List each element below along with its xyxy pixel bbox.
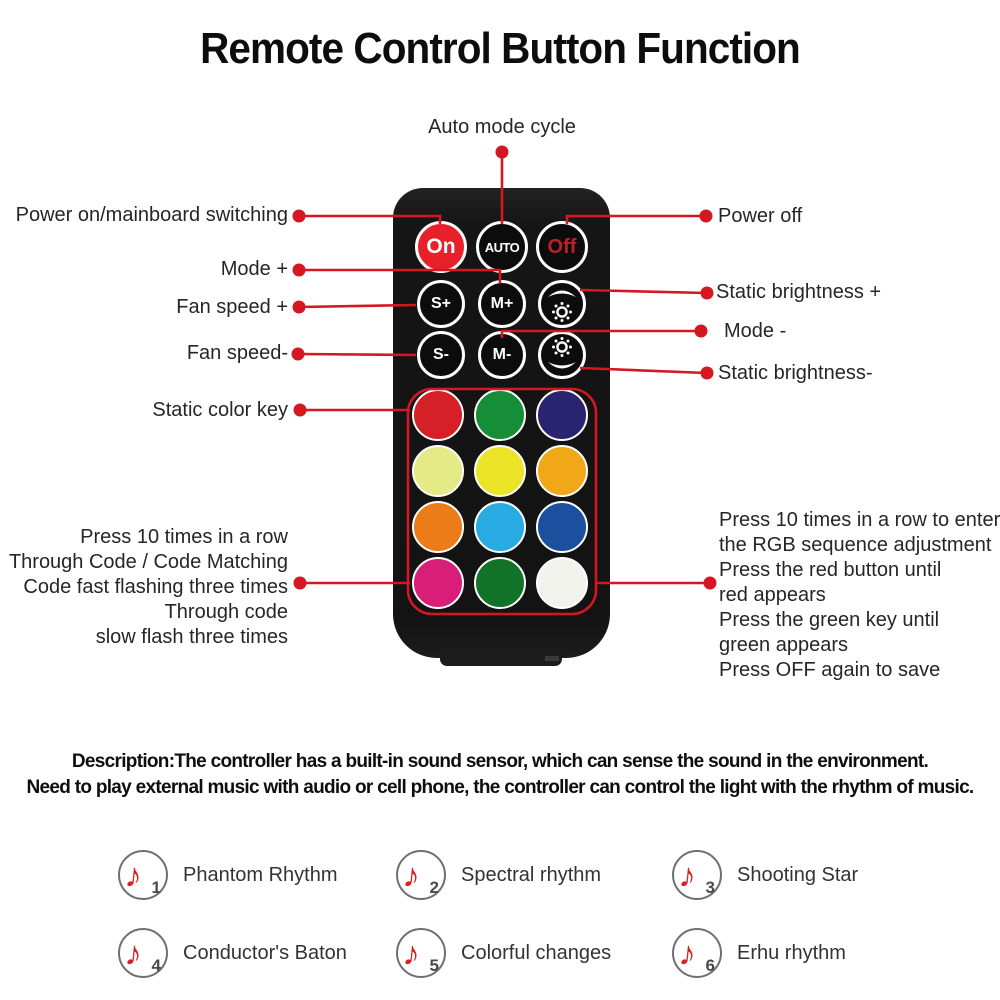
- dot-auto-mode: [496, 146, 509, 159]
- rhythm-number: 4: [151, 956, 161, 975]
- callout-power-off: Power off: [718, 205, 803, 227]
- rhythm-number: 5: [429, 956, 439, 975]
- callout-line: Code fast flashing three times: [23, 576, 288, 598]
- auto-button: AUTO: [476, 221, 528, 273]
- rhythm-item-colorful-changes: [396, 928, 611, 978]
- rhythm-item-erhu: [672, 928, 846, 978]
- color-key-green: [474, 389, 526, 441]
- music-note-icon: ♪ 3: [672, 850, 722, 900]
- callout-line: Press 10 times in a row: [80, 526, 288, 548]
- description: [0, 749, 1000, 801]
- callout-line: the RGB sequence adjustment: [719, 534, 992, 556]
- speed-minus-button: S-: [417, 331, 465, 379]
- callout-static-brightness-plus: Static brightness +: [716, 281, 882, 303]
- callout-line: Through Code / Code Matching: [8, 551, 288, 573]
- dot-code-matching: [294, 577, 307, 590]
- color-key-magenta: [412, 557, 464, 609]
- music-note-icon: ♪ 2: [396, 850, 446, 900]
- brightness-down-button: [538, 331, 586, 379]
- dot-fan-speed-minus: [292, 348, 305, 361]
- music-note-icon: ♪ 6: [672, 928, 722, 978]
- dot-rgb-sequence: [704, 577, 717, 590]
- rhythm-number: 6: [705, 956, 715, 975]
- rhythm-label: Spectral rhythm: [461, 863, 602, 886]
- rhythm-label: Colorful changes: [461, 941, 612, 964]
- color-key-red: [412, 389, 464, 441]
- rhythm-label: Conductor's Baton: [183, 941, 347, 964]
- callout-power-on: Power on/mainboard switching: [15, 204, 288, 226]
- callout-static-brightness-minus: Static brightness-: [718, 362, 873, 384]
- callout-line: slow flash three times: [95, 626, 288, 648]
- color-key-yellow: [474, 445, 526, 497]
- music-note-icon: ♪ 4: [118, 928, 168, 978]
- rhythm-item-spectral: [396, 850, 601, 900]
- mode-minus-button: M-: [478, 331, 526, 379]
- color-key-blue: [536, 501, 588, 553]
- on-button: On: [415, 221, 467, 273]
- callout-line: Press 10 times in a row to enter: [719, 509, 1000, 531]
- page-title: Remote Control Button Function: [200, 24, 800, 73]
- callout-line: Through code: [164, 601, 288, 623]
- color-key-amber: [536, 445, 588, 497]
- remote-control: [393, 188, 610, 658]
- callout-mode-minus: Mode -: [724, 320, 787, 342]
- rhythm-item-phantom: [118, 850, 338, 900]
- music-note-icon: ♪ 5: [396, 928, 446, 978]
- brightness-up-icon: [545, 284, 579, 324]
- rhythm-number: 2: [429, 878, 439, 897]
- callout-static-color-key: Static color key: [152, 399, 288, 421]
- rhythm-label: Shooting Star: [737, 863, 859, 886]
- color-key-sky-blue: [474, 501, 526, 553]
- dot-mode-plus: [293, 264, 306, 277]
- color-key-dark-green: [474, 557, 526, 609]
- color-key-white: [536, 557, 588, 609]
- color-key-orange: [412, 501, 464, 553]
- remote-bottom-notch: [545, 656, 559, 661]
- remote-bottom-tab: [440, 648, 562, 666]
- brightness-down-icon: [545, 335, 579, 375]
- callout-line: red appears: [719, 584, 826, 606]
- dot-static-color: [294, 404, 307, 417]
- callout-mode-plus: Mode +: [220, 258, 288, 280]
- dot-brightness-minus: [701, 367, 714, 380]
- callout-line: Press the red button until: [719, 559, 942, 581]
- dot-mode-minus: [695, 325, 708, 338]
- rhythm-item-shooting-star: [672, 850, 858, 900]
- callout-rgb-sequence-block: [719, 508, 1000, 683]
- music-note-icon: ♪ 1: [118, 850, 168, 900]
- rhythm-label: Erhu rhythm: [737, 941, 846, 964]
- color-key-navy: [536, 389, 588, 441]
- description-line-2: Need to play external music with audio or cell phone, the controller can control the light with the rhythm of music.: [26, 777, 974, 798]
- rhythm-number: 1: [151, 878, 161, 897]
- callout-fan-speed-plus: Fan speed +: [176, 296, 288, 318]
- callout-fan-speed-minus: Fan speed-: [186, 342, 288, 364]
- callout-auto-mode-cycle: Auto mode cycle: [428, 116, 576, 138]
- callout-line: Press the green key until: [719, 609, 940, 631]
- color-key-pale-yellow: [412, 445, 464, 497]
- dot-power-on: [293, 210, 306, 223]
- mode-plus-button: M+: [478, 280, 526, 328]
- rhythm-label: Phantom Rhythm: [183, 863, 338, 886]
- callout-line: Press OFF again to save: [719, 659, 941, 681]
- brightness-up-button: [538, 280, 586, 328]
- rhythm-item-conductors-baton: [118, 928, 347, 978]
- dot-brightness-plus: [701, 287, 714, 300]
- description-line-1: Description:The controller has a built-in sound sensor, which can sense the sound in the environment.: [71, 751, 929, 772]
- speed-plus-button: S+: [417, 280, 465, 328]
- dot-fan-speed-plus: [293, 301, 306, 314]
- callout-code-matching-block: [9, 525, 288, 650]
- rhythm-number: 3: [705, 878, 715, 897]
- dot-power-off: [700, 210, 713, 223]
- callout-line: green appears: [719, 634, 848, 656]
- off-button: Off: [536, 221, 588, 273]
